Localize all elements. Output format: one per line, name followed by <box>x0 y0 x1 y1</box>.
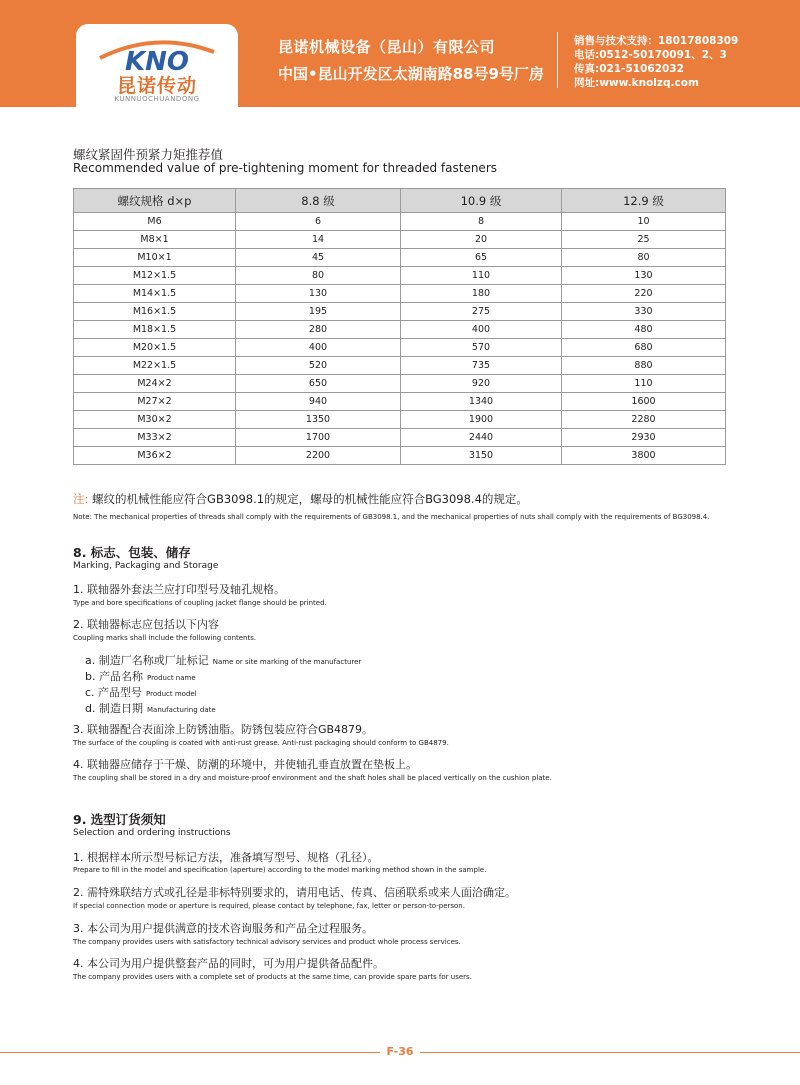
cell-value: 1350 <box>236 411 401 429</box>
header-divider <box>557 32 558 88</box>
cell-value: 80 <box>236 267 401 285</box>
cell-value: 680 <box>562 339 726 357</box>
table-row <box>74 339 726 357</box>
cell-spec: M12×1.5 <box>74 267 236 285</box>
cell-spec: M24×2 <box>74 375 236 393</box>
note-zh <box>73 491 528 507</box>
table-row <box>74 321 726 339</box>
cell-spec: M8×1 <box>74 231 236 249</box>
sub-item-a <box>85 652 361 668</box>
table-header-row <box>74 189 726 213</box>
logo-subtitle: KUNNUOCHUANDONG <box>114 95 200 103</box>
cell-spec: M6 <box>74 213 236 231</box>
table-row <box>74 231 726 249</box>
cell-value: 1900 <box>401 411 562 429</box>
cell-value: 14 <box>236 231 401 249</box>
section8-item-4-en: The coupling shall be stored in a dry and moisture-proof environment and the shaft holes shall be placed vertically on the cushion plate. <box>73 774 552 782</box>
section8-title-en: Marking, Packaging and Storage <box>73 561 219 571</box>
cell-value: 940 <box>236 393 401 411</box>
table-row <box>74 393 726 411</box>
cell-value: 735 <box>401 357 562 375</box>
sub-item-a-zh: a. 制造厂名称或厂址标记 <box>85 654 209 667</box>
table-title-zh: 螺纹紧固件预紧力矩推荐值 <box>73 147 224 162</box>
cell-value: 650 <box>236 375 401 393</box>
cell-spec: M16×1.5 <box>74 303 236 321</box>
table-title-en: Recommended value of pre-tightening moment for threaded fasteners <box>73 161 498 175</box>
header-grade-10-9: 10.9 级 <box>401 189 562 213</box>
note-label: 注: <box>73 492 89 506</box>
cell-value: 2930 <box>562 429 726 447</box>
table-row <box>74 213 726 231</box>
section9-item-3-zh: 3. 本公司为用户提供满意的技术咨询服务和产品全过程服务。 <box>73 922 373 935</box>
page-header <box>0 0 800 107</box>
section8-item-1-zh: 1. 联轴器外套法兰应打印型号及轴孔规格。 <box>73 583 285 596</box>
cell-value: 880 <box>562 357 726 375</box>
cell-value: 2200 <box>236 447 401 465</box>
cell-value: 130 <box>236 285 401 303</box>
section8-item-1-en: Type and bore specifications of coupling jacket flange should be printed. <box>73 599 327 607</box>
cell-value: 1600 <box>562 393 726 411</box>
logo-text: KNO <box>124 47 190 76</box>
cell-value: 3800 <box>562 447 726 465</box>
section8-item-3-en: The surface of the coupling is coated with anti-rust grease. Anti-rust packaging should conform to GB4879. <box>73 739 449 747</box>
cell-value: 45 <box>236 249 401 267</box>
cell-spec: M33×2 <box>74 429 236 447</box>
table-row <box>74 429 726 447</box>
cell-value: 6 <box>236 213 401 231</box>
cell-value: 570 <box>401 339 562 357</box>
table-row <box>74 285 726 303</box>
contact-website: 网址:www.knolzq.com <box>574 77 699 89</box>
section9-item-1-zh: 1. 根据样本所示型号标记方法，准备填写型号、规格（孔径）。 <box>73 851 379 864</box>
section8-item-2-zh: 2. 联轴器标志应包括以下内容 <box>73 618 219 631</box>
table-row <box>74 303 726 321</box>
sub-item-d <box>85 700 216 716</box>
cell-value: 195 <box>236 303 401 321</box>
sub-item-c-zh: c. 产品型号 <box>85 686 143 699</box>
cell-value: 130 <box>562 267 726 285</box>
note-zh-text: 螺纹的机械性能应符合GB3098.1的规定，螺母的机械性能应符合BG3098.4的规定。 <box>88 492 528 506</box>
cell-value: 400 <box>236 339 401 357</box>
section8-item-2-en: Coupling marks shall include the following contents. <box>73 634 257 642</box>
section9-item-4-en: The company provides users with a complete set of products at the same time, can provide spare parts for users. <box>73 973 472 981</box>
page-number <box>0 1045 800 1058</box>
section8-item-4-zh: 4. 联轴器应储存于干燥、防潮的环境中，并使轴孔垂直放置在垫板上。 <box>73 758 417 771</box>
cell-value: 10 <box>562 213 726 231</box>
cell-value: 3150 <box>401 447 562 465</box>
contact-fax: 传真:021-51062032 <box>574 63 684 75</box>
cell-spec: M27×2 <box>74 393 236 411</box>
cell-value: 220 <box>562 285 726 303</box>
section9-item-1-en: Prepare to fill in the model and specification (aperture) according to the model marking method shown in the sample. <box>73 866 487 874</box>
cell-value: 1340 <box>401 393 562 411</box>
section9-item-2-en: If special connection mode or aperture is required, please contact by telephone, fax, letter or person-to-person. <box>73 902 465 910</box>
header-grade-12-9: 12.9 级 <box>562 189 726 213</box>
page-number-text: F-36 <box>380 1045 419 1058</box>
cell-value: 920 <box>401 375 562 393</box>
cell-value: 480 <box>562 321 726 339</box>
header-thread-spec: 螺纹规格 d×p <box>74 189 236 213</box>
section9-item-3-en: The company provides users with satisfactory technical advisory services and product whole process services. <box>73 938 461 946</box>
cell-value: 280 <box>236 321 401 339</box>
company-name: 昆诺机械设备（昆山）有限公司 <box>278 38 496 56</box>
cell-value: 25 <box>562 231 726 249</box>
cell-spec: M30×2 <box>74 411 236 429</box>
cell-value: 110 <box>562 375 726 393</box>
cell-spec: M14×1.5 <box>74 285 236 303</box>
sub-item-a-en: Name or site marking of the manufacturer <box>212 658 362 666</box>
header-grade-8-8: 8.8 级 <box>236 189 401 213</box>
cell-value: 80 <box>562 249 726 267</box>
section9-title-zh: 9. 选型订货须知 <box>73 812 166 827</box>
cell-value: 520 <box>236 357 401 375</box>
cell-spec: M18×1.5 <box>74 321 236 339</box>
table-row <box>74 249 726 267</box>
cell-value: 180 <box>401 285 562 303</box>
section9-title-en: Selection and ordering instructions <box>73 828 231 838</box>
table-row <box>74 357 726 375</box>
kno-logo-mark <box>96 36 218 76</box>
section8-title-zh: 8. 标志、包装、储存 <box>73 545 191 560</box>
note-en: Note: The mechanical properties of threads shall comply with the requirements of GB3098.1, and the mechanical properties of nuts shall comply with the requirements of BG3098.4. <box>73 513 710 521</box>
contact-sales: 销售与技术支持：18017808309 <box>574 35 739 47</box>
cell-spec: M20×1.5 <box>74 339 236 357</box>
cell-value: 275 <box>401 303 562 321</box>
sub-item-d-en: Manufacturing date <box>146 706 216 714</box>
cell-value: 8 <box>401 213 562 231</box>
cell-spec: M36×2 <box>74 447 236 465</box>
cell-value: 20 <box>401 231 562 249</box>
cell-value: 330 <box>562 303 726 321</box>
cell-spec: M10×1 <box>74 249 236 267</box>
cell-value: 110 <box>401 267 562 285</box>
cell-value: 2440 <box>401 429 562 447</box>
torque-table <box>73 188 726 465</box>
company-logo <box>76 24 238 107</box>
section9-item-4-zh: 4. 本公司为用户提供整套产品的同时，可为用户提供备品配件。 <box>73 957 384 970</box>
table-row <box>74 267 726 285</box>
cell-value: 1700 <box>236 429 401 447</box>
table-row <box>74 411 726 429</box>
section8-item-3-zh: 3. 联轴器配合表面涂上防锈油脂。防锈包装应符合GB4879。 <box>73 723 374 736</box>
company-address: 中国•昆山开发区太湖南路88号9号厂房 <box>278 65 544 83</box>
sub-item-d-zh: d. 制造日期 <box>85 702 143 715</box>
logo-name: 昆诺传动 <box>116 75 197 97</box>
cell-spec: M22×1.5 <box>74 357 236 375</box>
contact-phone: 电话:0512-50170091、2、3 <box>574 49 727 61</box>
sub-item-c <box>85 684 197 700</box>
section9-item-2-zh: 2. 需特殊联结方式或孔径是非标特别要求的，请用电话、传真、信函联系或来人面洽确定。 <box>73 886 516 899</box>
table-row <box>74 375 726 393</box>
table-row <box>74 447 726 465</box>
cell-value: 65 <box>401 249 562 267</box>
cell-value: 2280 <box>562 411 726 429</box>
cell-value: 400 <box>401 321 562 339</box>
sub-item-b-zh: b. 产品名称 <box>85 670 143 683</box>
sub-item-b <box>85 668 196 684</box>
sub-item-c-en: Product model <box>146 690 197 698</box>
sub-item-b-en: Product name <box>146 674 196 682</box>
